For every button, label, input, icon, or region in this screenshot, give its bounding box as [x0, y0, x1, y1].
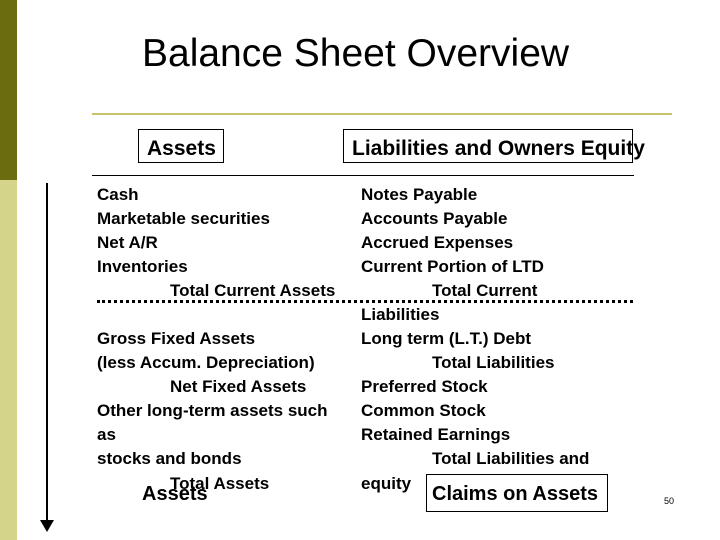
liabilities-header: Liabilities and Owners Equity — [343, 129, 633, 163]
liab-accounts-payable: Accounts Payable — [361, 209, 508, 228]
asset-cash: Cash — [97, 185, 139, 204]
asset-stocks-bonds: stocks and bonds — [97, 449, 242, 468]
footer-claims-box: Claims on Assets — [426, 474, 608, 512]
asset-gross-fixed: Gross Fixed Assets — [97, 329, 256, 348]
liab-long-term-debt: Long term (L.T.) Debt — [361, 329, 531, 348]
side-accent-bar-bottom — [0, 180, 17, 540]
liab-total-liabilities-equity-cont: equity — [361, 474, 412, 493]
page-number: 50 — [664, 496, 675, 506]
liab-total-liabilities-equity: Total Liabilities and — [432, 449, 590, 468]
equity-retained-earnings: Retained Earnings — [361, 425, 511, 444]
assets-header: Assets — [138, 129, 224, 163]
asset-other-long-term-cont: as — [97, 425, 116, 444]
liab-total-liabilities: Total Liabilities — [432, 353, 555, 372]
header-underline — [92, 175, 634, 176]
down-arrow-shaft — [46, 183, 48, 525]
liab-current-portion-ltd: Current Portion of LTD — [361, 257, 544, 276]
liab-accrued-expenses: Accrued Expenses — [361, 233, 514, 252]
asset-marketable-securities: Marketable securities — [97, 209, 270, 228]
asset-total-current: Total Current Assets — [170, 281, 336, 300]
asset-less-depreciation: (less Accum. Depreciation) — [97, 353, 315, 372]
title-divider — [92, 113, 672, 115]
equity-preferred-stock: Preferred Stock — [361, 377, 488, 396]
footer-assets-label: Assets — [142, 483, 208, 505]
asset-other-long-term: Other long-term assets such — [97, 401, 328, 420]
down-arrow-icon — [40, 520, 54, 532]
asset-inventories: Inventories — [97, 257, 188, 276]
side-accent-bar-top — [0, 0, 17, 180]
asset-net-ar: Net A/R — [97, 233, 158, 252]
slide-title: Balance Sheet Overview — [142, 32, 570, 75]
equity-common-stock: Common Stock — [361, 401, 486, 420]
asset-total-assets: Total Assets — [170, 474, 270, 493]
liab-total-current-cont: Liabilities — [361, 305, 440, 324]
liab-total-current: Total Current — [432, 281, 538, 300]
liab-notes-payable: Notes Payable — [361, 185, 478, 204]
dotted-divider — [97, 300, 633, 303]
asset-net-fixed: Net Fixed Assets — [170, 377, 307, 396]
